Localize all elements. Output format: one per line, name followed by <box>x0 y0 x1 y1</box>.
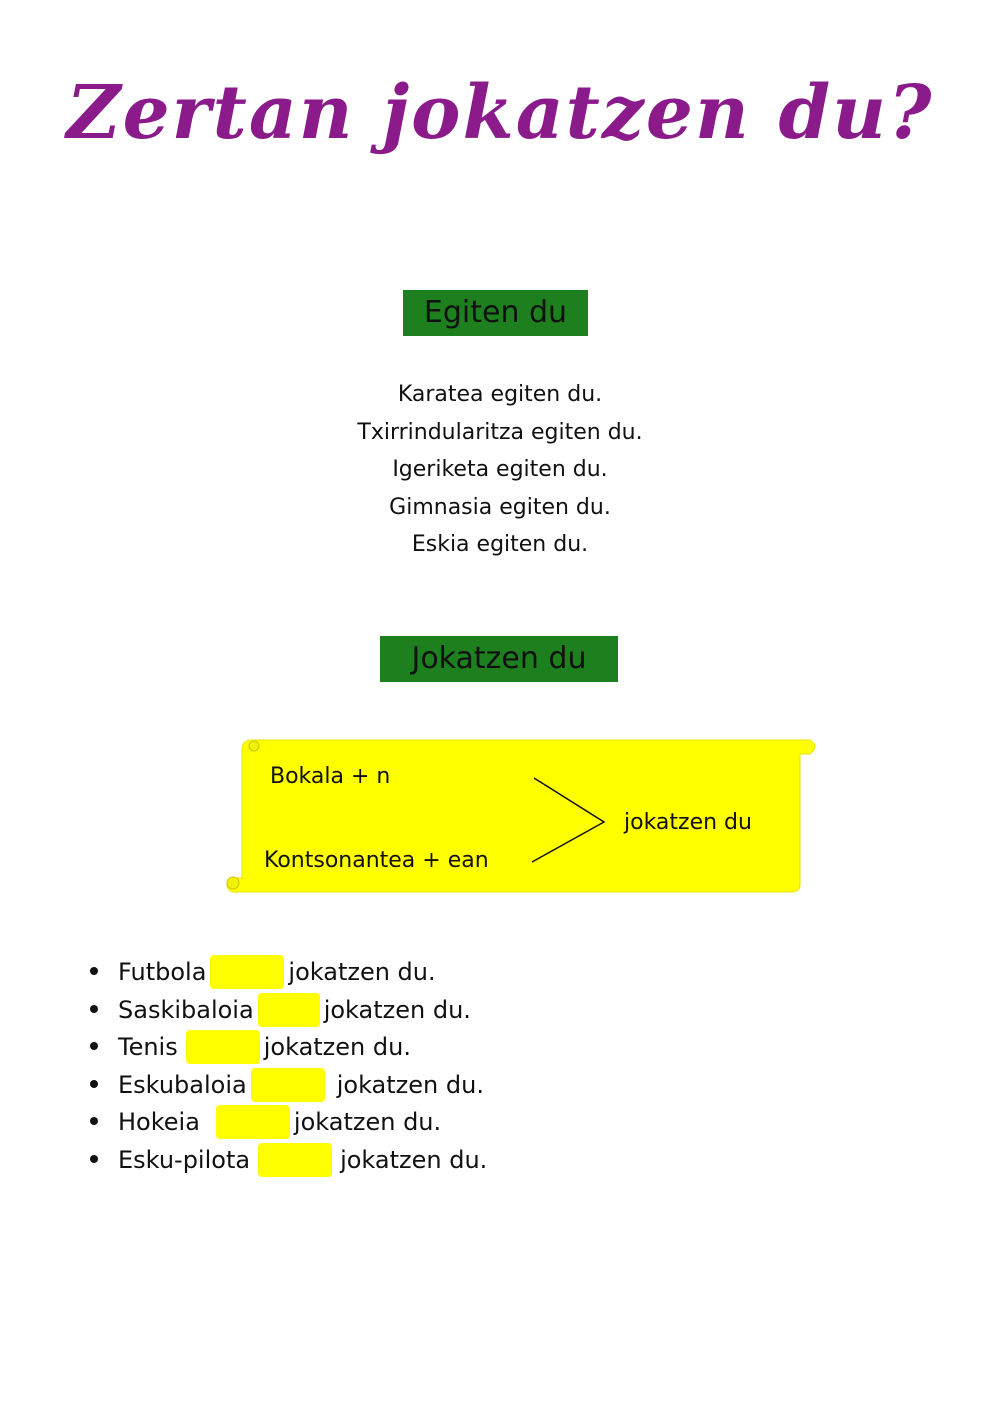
exercise-word: Eskubaloia <box>118 1070 247 1099</box>
rule-result: jokatzen du <box>624 810 752 835</box>
exercise-word: Hokeia <box>118 1108 200 1137</box>
exercise-word: Futbola <box>118 958 207 986</box>
egiten-sentence: Txirrindularitza egiten du. <box>357 419 643 445</box>
egiten-sentence: Eskia egiten du. <box>411 532 589 557</box>
rule-scroll-box <box>220 736 820 896</box>
egiten-du-heading: Egiten du <box>403 290 588 336</box>
exercise-item <box>90 1142 487 1180</box>
exercise-word: Saskibaloia <box>118 995 254 1024</box>
exercise-suffix: jokatzen du. <box>288 958 436 986</box>
exercise-item <box>90 992 487 1030</box>
exercise-word: Tenis <box>118 1033 178 1062</box>
page-title: Zertan jokatzen du? <box>66 70 934 156</box>
bullet-icon <box>90 1005 98 1013</box>
exercise-list <box>90 954 487 1180</box>
egiten-sentence: Karatea egiten du. <box>397 382 603 407</box>
answer-blank[interactable] <box>251 1068 325 1102</box>
exercise-suffix: jokatzen du. <box>336 1070 484 1099</box>
exercise-item <box>90 1104 487 1142</box>
exercise-suffix: jokatzen du. <box>323 995 471 1024</box>
exercise-word: Esku-pilota <box>118 1145 251 1174</box>
egiten-sentence-list <box>0 376 1000 564</box>
answer-blank[interactable] <box>186 1030 260 1064</box>
bullet-icon <box>90 1042 98 1050</box>
exercise-item <box>90 1029 487 1067</box>
exercise-item <box>90 954 487 992</box>
answer-blank[interactable] <box>258 1143 332 1177</box>
bullet-icon <box>90 1080 98 1088</box>
answer-blank[interactable] <box>216 1105 290 1139</box>
rule-consonant: Kontsonantea + ean <box>264 848 489 873</box>
rule-vowel: Bokala + n <box>270 764 391 789</box>
bullet-icon <box>90 1155 98 1163</box>
exercise-suffix: jokatzen du. <box>293 1108 442 1137</box>
exercise-suffix: jokatzen du. <box>340 1145 488 1174</box>
exercise-item <box>90 1067 487 1105</box>
answer-blank[interactable] <box>258 993 320 1027</box>
jokatzen-du-heading: Jokatzen du <box>380 636 618 682</box>
bullet-icon <box>90 967 98 975</box>
answer-blank[interactable] <box>210 955 284 989</box>
egiten-sentence: Igeriketa egiten du. <box>392 457 608 482</box>
exercise-suffix: jokatzen du. <box>263 1033 411 1062</box>
bullet-icon <box>90 1117 98 1125</box>
egiten-sentence: Gimnasia egiten du. <box>389 494 611 520</box>
